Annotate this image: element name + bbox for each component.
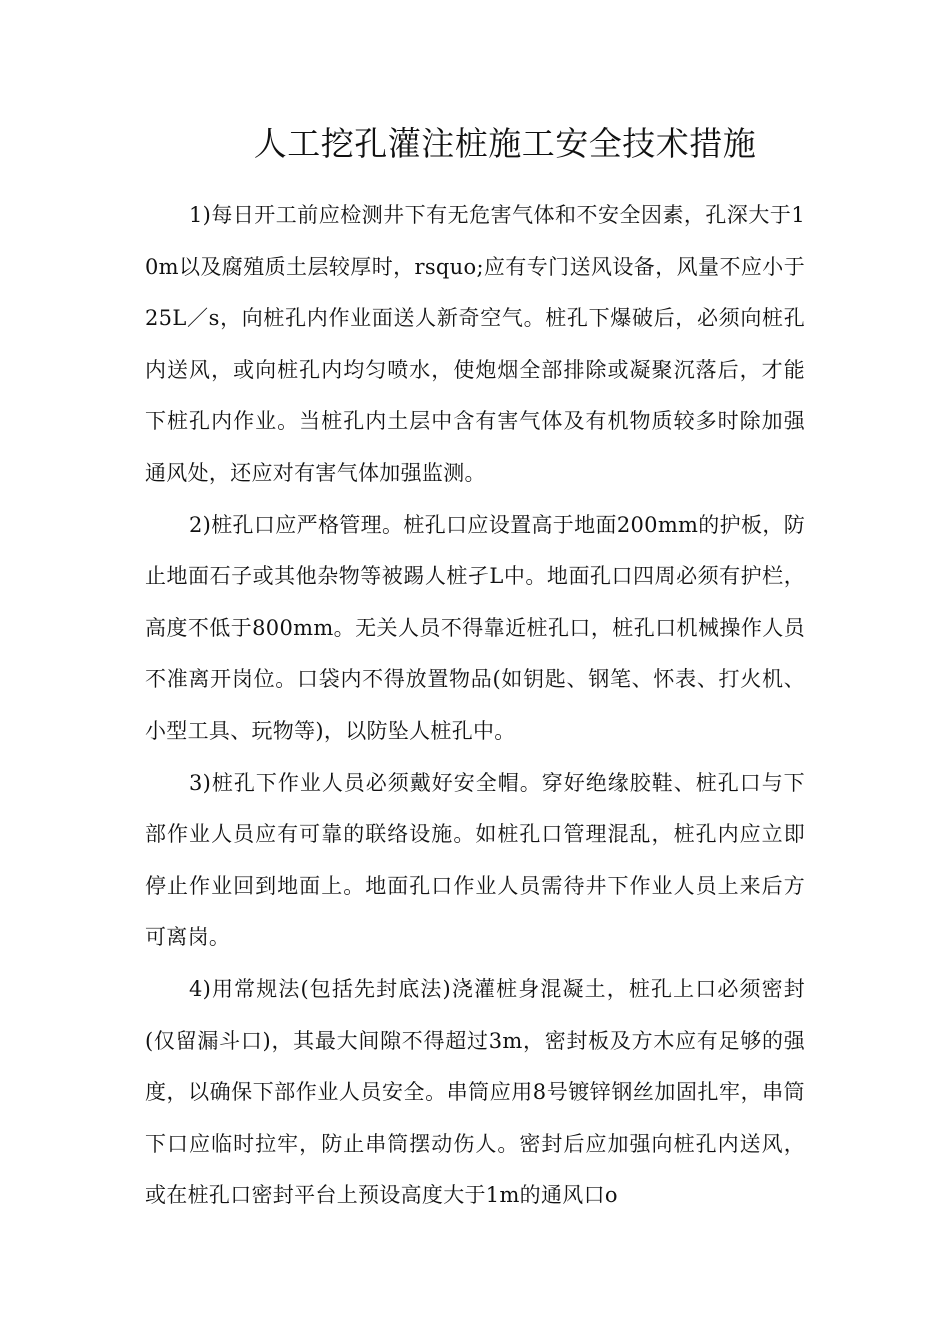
paragraph-4: 4)用常规法(包括先封底法)浇灌桩身混凝土，桩孔上口必须密封(仅留漏斗口)，其最大间隙不得超过3m，密封板及方木应有足够的强度，以确保下部作业人员安全。串筒应用8号镀锌钢丝加固扎牢，串筒下口应临时拉牢，防止串筒摆动伤人。密封后应加强向桩孔内送风，或在桩孔口密封平台上预设高度大于1m的通风口o [145, 976, 805, 1208]
paragraph-2: 2)桩孔口应严格管理。桩孔口应设置高于地面200mm的护板，防止地面石子或其他杂物等被踢人桩孑L中。地面孔口四周必须有护栏，高度不低于800mm。无关人员不得靠近桩孔口，桩孔口机械操作人员不准离开岗位。口袋内不得放置物品(如钥匙、钢笔、怀表、打火机、小型工具、玩物等)，以防坠人桩孔中。 [145, 512, 805, 743]
document-title: 人工挖孔灌注桩施工安全技术措施 [253, 124, 757, 163]
paragraph-1: 1)每日开工前应检测井下有无危害气体和不安全因素，孔深大于10m以及腐殖质土层较厚时，rsquo;应有专门送风设备，风量不应小于25L／s，向桩孔内作业面送人新奇空气。桩孔下爆破后，必须向桩孔内送风，或向桩孔内均匀喷水，使炮烟全部排除或凝聚沉落后，才能下桩孔内作业。当桩孔内土层中含有害气体及有机物质较多时除加强通风处，还应对有害气体加强监测。 [145, 203, 805, 485]
document-body [145, 190, 805, 1222]
paragraph-3: 3)桩孔下作业人员必须戴好安全帽。穿好绝缘胶鞋、桩孔口与下部作业人员应有可靠的联络设施。如桩孔口管理混乱，桩孔内应立即停止作业回到地面上。地面孔口作业人员需待井下作业人员上来后方可离岗。 [145, 770, 805, 950]
